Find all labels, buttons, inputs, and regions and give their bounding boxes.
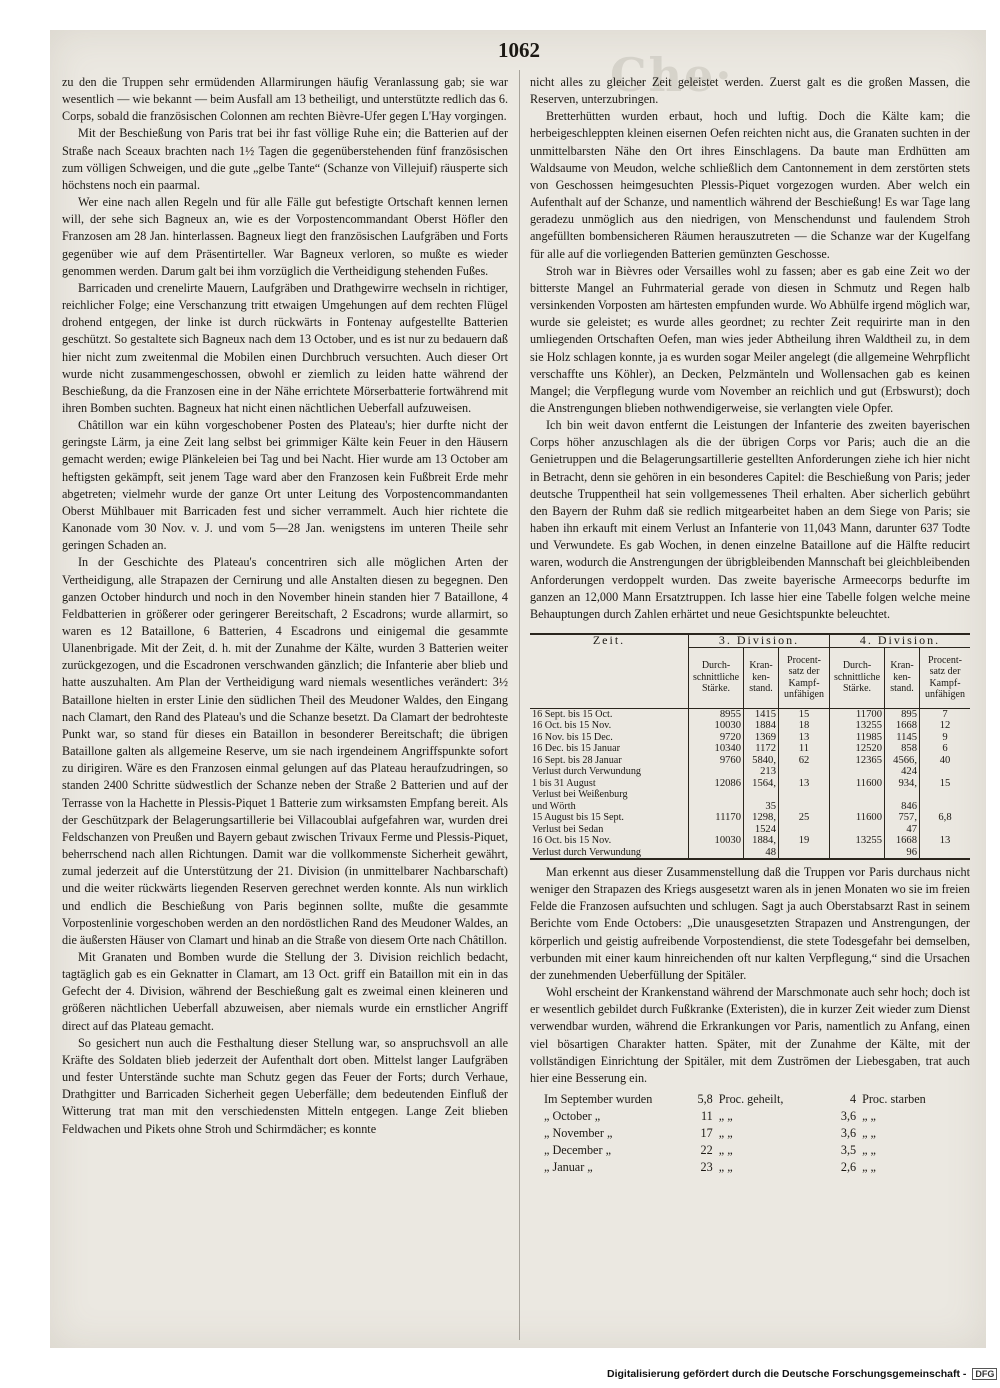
paragraph: Mit Granaten und Bomben wurde die Stellung der 3. Division reichlich bedacht, tagtäglich gab es ein Geknatter in Clamart, am 13 Oct. griff ein Bataillon mit ein in das Gefecht der 4. Division, während der Beschießung galt es zweimal einen kleineren und größeren nächtlichen Ueberfall abzuweisen, aber niemals wurde ein ernstlicher Angriff direct auf das Plateau gemacht.: [62, 949, 508, 1033]
table-cell-k3: 5840,: [744, 755, 779, 767]
table-cell-p3: 18: [779, 720, 830, 732]
digitization-footer: [607, 1368, 997, 1380]
table-cell-p3: 13: [779, 732, 830, 744]
table-cell-label: 16 Oct. bis 15 Nov.: [532, 835, 612, 846]
percent-died-label: Proc. starben: [862, 1092, 926, 1107]
table-cell-k4: 858: [885, 743, 920, 755]
table-row: [530, 847, 970, 860]
table-cell-k4: 1668: [885, 835, 920, 847]
table-cell-s3: 11170: [689, 812, 744, 824]
table-row: [530, 708, 970, 720]
table-cell-p4: 12: [920, 720, 971, 732]
table-cell-s3: 10030: [689, 720, 744, 732]
table-cell-k4: 895: [885, 708, 920, 720]
table-cell-k4: 1668: [885, 720, 920, 732]
table-cell-p4: 6,8: [920, 812, 971, 824]
table-cell-label: Verlust durch Verwundung: [530, 847, 689, 860]
percent-healed: 22: [700, 1143, 713, 1158]
paragraph: Stroh war in Bièvres oder Versailles wohl zu fassen; aber es gab eine Zeit wo der bitterste Mangel an Fuhrmaterial gerade von diesen in Schmutz und Regen halb versinkenden Vorposten am härtesten empfunden wurde. Wo Abhülfe irgend möglich war, wurde sie geleistet; es wurde alles geordnet; zu rechter Zeit requirirte man in den umliegenden Ortschaften Oefen, man wies jeder Abtheilung ihren Waldtheil zu, in dem sie Holz schlagen konnte, ja es wurden sogar Meiler angelegt (die allgemeine Wehrpflicht verschaffte uns Köhler), an Decken, Pelzmänteln und Wollensachen gab es keinen Mangel; die Verpflegung wurde vom November an reichlich und gut (Erbswurst); doch die Anstrengungen blieben nothwendigerweise, sie verlangten viele Opfer.: [530, 263, 970, 415]
table-cell-s4: 12365: [830, 755, 885, 767]
table-cell-s4: [830, 789, 885, 801]
table-cell-p4: 9: [920, 732, 971, 744]
percent-healed-label: „ „: [718, 1143, 733, 1158]
table-cell-s4: 11600: [830, 778, 885, 790]
table-cell-k4: 47: [885, 824, 920, 836]
percent-died-label: „ „: [862, 1160, 876, 1175]
table-cell-p3: 11: [779, 743, 830, 755]
right-column-lower-text: [530, 864, 970, 1087]
col-header-krankenstand-4: Kran-ken-stand.: [885, 647, 920, 708]
paragraph: Barricaden und crenelirte Mauern, Laufgräben und Drathgewirre wechseln in richtiger, reichlicher Folge; eine Verschanzung tritt etwaigen Umgehungen auf dem rechten Flügel drohend entgegen, der linke ist durch rückwärts in Fontenay aufgestellte Batterien geschützt. So gestaltete sich Bagneux nach dem 13 October, und es ist nur zu bedauern daß hier nicht zum zweitenmal die Mobilen einen Durchbruch versuchten. Auch dieser Ort wurde nicht zusammengeschossen, obwohl er ziemlich zu leiden hatte während der Beschießung, da die Franzosen eine in der Nähe errichtete Mörserbatterie fortwährend mit ihren Bomben suchten. Bagneux hat nicht einen nächtlichen Ueberfall aufzuweisen.: [62, 280, 508, 415]
table-cell-s3: [689, 766, 744, 778]
casualty-table: [530, 633, 970, 860]
table-cell-p3: [779, 847, 830, 860]
table-cell-s3: 10340: [689, 743, 744, 755]
table-cell-s4: [830, 824, 885, 836]
table-header-zeit: Zeit.: [530, 634, 689, 708]
col-header-staerke-4: Durch-schnittliche Stärke.: [830, 647, 885, 708]
percent-healed-label: „ „: [718, 1160, 733, 1175]
table-cell-s4: [830, 766, 885, 778]
table-cell-k3: 1884: [744, 720, 779, 732]
table-cell-s3: 8955: [689, 708, 744, 720]
percent-row: [530, 1159, 970, 1176]
dfg-logo: DFG: [972, 1368, 997, 1380]
paragraph: So gesichert nun auch die Festhaltung dieser Stellung war, so anspruchsvoll an alle Kräfte des Soldaten blieb jederzeit der Aufenthalt dort oben. Mittelst langer Laufgräben und fester Unterstände suchte man Schutz gegen das Feuer der Forts; durch Verhaue, Drathgitter und Barricaden Sicherheit gegen Ueberfälle; dem bedeutenden Einfluß der Witterung trat man mit den verschiedensten Mitteln entgegen. Lange Zeit blieben Feldwachen und Pikets ohne Stroh und Schirmdächer; es konnte: [62, 1035, 508, 1136]
percent-list: [530, 1091, 970, 1176]
percent-healed: 23: [700, 1160, 713, 1175]
left-column: [62, 74, 508, 1138]
percent-month: Im September wurden: [544, 1092, 653, 1107]
page-number: 1062: [498, 38, 540, 62]
table-cell-p4: 13: [920, 835, 971, 847]
percent-month: „ October „: [544, 1109, 601, 1124]
table-cell-s3: 9760: [689, 755, 744, 767]
percent-died-label: „ „: [862, 1126, 876, 1141]
percent-month: „ December „: [544, 1143, 611, 1158]
table-cell-s4: 12520: [830, 743, 885, 755]
table-cell-k3: 1415: [744, 708, 779, 720]
paragraph: Man erkennt aus dieser Zusammenstellung daß die Truppen vor Paris durchaus nicht weniger den Strapazen des Kriegs ausgesetzt waren als in jenen Monaten wo sie im freien Felde die Franzosen aufsuchten und schlugen. Sagt ja auch Oberstabsarzt Rast in seinem Berichte vom Ende Octobers: „Die unausgesetzten Strapazen und Anstrengungen, der körperlich und geistig aufreibende Vorpostendienst, die stete Todesgefahr bei demselben, verbunden mit einer kaum hinreichenden oft nur kalten Verpflegung,“ sind die Ursachen der zunehmenden Ueberfüllung der Spitäler.: [530, 865, 970, 982]
table-cell-p3: [779, 766, 830, 778]
paragraph: Ich bin weit davon entfernt die Leistungen der Infanterie des zweiten bayerischen Corps höher anzuschlagen als die der übrigen Corps vor Paris; auch die an die Genietruppen und die Belagerungsartillerie gestellten Anforderungen ziehe ich hier nicht in Betracht, denn sie gehören in ein besonderes Capitel: die Beschießung von Paris; jeder deutsche Truppentheil hat sein vollgemessenes Theil erhalten. Aber sicherlich gebührt den Bayern der Ruhm daß sie redlich mitgearbeitet haben an dem Siege von Paris; sie haben ihn erkauft mit einem Verlust an Infanterie von 11,043 Mann, darunter 637 Todte und Verwundete. Es gab Wochen, in denen einzelne Bataillone auf die Hälfte reducirt waren, wodurch die Anstrengungen der übrigbleibenden Mannschaft bei gleichbleibenden Anforderungen verdoppelt wurden. Das zweite bayerische Armeecorps bedurfte im ganzen an 12,000 Mann Ersatztruppen. Ich lasse hier eine Tabelle folgen welche meine Behauptungen durch Zahlen erhärtet und neue Gesichtspunkte beleuchtet.: [530, 418, 970, 621]
scanned-page: [50, 30, 986, 1348]
table-cell-p3: 13: [779, 778, 830, 790]
table-row: [530, 835, 970, 847]
table-row: [530, 801, 970, 813]
table-cell-label: 16 Nov. bis 15 Dec.: [532, 731, 613, 743]
table-row: [530, 778, 970, 790]
paragraph: Bretterhütten wurden erbaut, hoch und luftig. Doch die Kälte kam; die herbeigeschleppten kleinen eisernen Oefen reichten nicht aus, die Granaten suchten in der unmittelbarsten Nähe den Ort ihres Einschlagens. Da baute man Erdhütten am Waldsaume von Meudon, welche schließlich dem Cantonnement in dem zerstörten stets von Geschossen heimgesuchten Plessis-Piquet vorgezogen wurden. Aber welch ein Aufenthalt auf der Schanze, und namentlich während der Beschießung! Es war Tage lang geradezu unmöglich aus den niedrigen, von Menschendunst und faulendem Stroh angefüllten bombensicheren Räumen herauszutreten — die Schanze war der Kugelfang für alle auf die vorliegenden Batterien gemünzten Geschosse.: [530, 109, 970, 261]
percent-died-label: „ „: [862, 1109, 876, 1124]
table-cell-label: 16 Sept. bis 28 Januar: [532, 754, 622, 766]
table-row: [530, 766, 970, 778]
table-row: [530, 755, 970, 767]
table-cell-k4: 1145: [885, 732, 920, 744]
table-cell-k3: 48: [744, 847, 779, 860]
table-cell-label: 15 August bis 15 Sept.: [532, 812, 624, 823]
bleed-through-mark: Che·: [610, 48, 734, 102]
column-divider: [519, 70, 520, 1340]
table-cell-label: Verlust durch Verwundung: [532, 766, 642, 777]
percent-row: [530, 1091, 970, 1108]
table-cell-p3: [779, 789, 830, 801]
percent-died: 3,5: [840, 1143, 857, 1158]
percent-healed-label: Proc. geheilt,: [718, 1092, 784, 1107]
table-cell-p4: 40: [920, 755, 971, 767]
percent-month: „ November „: [544, 1126, 613, 1141]
table-row: [530, 824, 970, 836]
paragraph: Wer eine nach allen Regeln und für alle Fälle gut befestigte Ortschaft kennen lernen will, der sehe sich Bagneux an, wie es der Vorpostencommandant Oberst Höfler den Franzosen am 28 Jan. hinterlassen. Bagneux liegt den französischen Laufgräben und Forts gegenüber wie auf dem Präsentirteller. War Bagneux verloren, so mußte es wieder genommen werden. Darum galt bei ihm vorzüglich die Vertheidigung stehenden Fußes.: [62, 195, 508, 278]
table-cell-s4: [830, 801, 885, 813]
table-cell-p3: 25: [779, 812, 830, 824]
table-cell-label: 16 Sept. bis 15 Oct.: [532, 708, 613, 720]
table-cell-p4: 15: [920, 778, 971, 790]
table-cell-k4: [885, 789, 920, 801]
table-cell-s3: [689, 789, 744, 801]
table-cell-k4: 934,: [885, 778, 920, 790]
right-column: [530, 74, 970, 1176]
table-row: [530, 743, 970, 755]
percent-row: [530, 1142, 970, 1159]
table-cell-k3: 35: [744, 801, 779, 813]
table-cell-p4: [920, 824, 971, 836]
table-header-division-3: 3. Division.: [689, 634, 830, 647]
footer-text: Digitalisierung gefördert durch die Deutsche Forschungsgemeinschaft -: [607, 1368, 967, 1380]
col-header-procent-3: Procent-satz der Kampf-unfähigen: [779, 647, 830, 708]
table-cell-k3: 1369: [744, 732, 779, 744]
percent-row: [530, 1108, 970, 1125]
paragraph: zu den die Truppen sehr ermüdenden Allarmirungen häufig Veranlassung gab; sie war wesentlich — wie bekannt — beim Ausfall am 13 betheiligt, und unterstützte redlich das 6. Corps, sobald die französischen Colonnen am rechten Bièvre-Ufer gegen L'Hay vorgingen.: [62, 75, 508, 124]
table-cell-p4: [920, 847, 971, 860]
table-row: [530, 720, 970, 732]
table-cell-label: und Wörth: [532, 800, 576, 812]
paragraph: Mit der Beschießung von Paris trat bei ihr fast völlige Ruhe ein; die Batterien auf der Straße nach Sceaux brachten nach 1½ Tagen die gegenüberstehenden fünf französischen zum völligen Schweigen, und die gute „gelbe Tante“ (Schanze von Villejuif) räusperte sich höchstens noch ein paarmal.: [62, 126, 508, 192]
table-cell-s3: [689, 847, 744, 860]
table-row: [530, 812, 970, 824]
table-cell-label: 16 Dec. bis 15 Januar: [532, 743, 620, 754]
percent-healed-label: „ „: [718, 1109, 733, 1124]
table-cell-p3: [779, 801, 830, 813]
right-column-upper-text: [530, 74, 970, 623]
table-cell-s3: 12086: [689, 778, 744, 790]
table-cell-label: 1 bis 31 August: [532, 777, 596, 789]
table-cell-k4: 846: [885, 801, 920, 813]
table-cell-s3: 9720: [689, 732, 744, 744]
col-header-procent-4: Procent-satz der Kampf-unfähigen: [920, 647, 971, 708]
percent-died: 3,6: [840, 1126, 857, 1141]
percent-died: 3,6: [840, 1109, 857, 1124]
table-cell-k3: 1172: [744, 743, 779, 755]
table-cell-s4: 11600: [830, 812, 885, 824]
table-cell-p3: 62: [779, 755, 830, 767]
table-cell-label: Verlust bei Sedan: [532, 823, 604, 835]
table-cell-k3: 213: [744, 766, 779, 778]
table-cell-k3: 1564,: [744, 778, 779, 790]
table-cell-s3: 10030: [689, 835, 744, 847]
table-row: [530, 789, 970, 801]
percent-healed-label: „ „: [718, 1126, 733, 1141]
table-cell-k3: 1298,: [744, 812, 779, 824]
table-cell-k4: 757,: [885, 812, 920, 824]
table-cell-s4: 11700: [830, 708, 885, 720]
table-cell-p4: 7: [920, 708, 971, 720]
table-cell-s4: 11985: [830, 732, 885, 744]
table-cell-p4: [920, 766, 971, 778]
table-cell-p4: 6: [920, 743, 971, 755]
table-row: [530, 732, 970, 744]
percent-healed: 11: [700, 1109, 713, 1124]
table-cell-k4: 96: [885, 847, 920, 860]
table-cell-k3: 1524: [744, 824, 779, 836]
percent-died-label: „ „: [862, 1143, 876, 1158]
percent-healed: 17: [700, 1126, 713, 1141]
table-cell-k4: 4566,: [885, 755, 920, 767]
paragraph: Châtillon war ein kühn vorgeschobener Posten des Plateau's; hier durfte nicht der geringste Lärm, ja eine Zeit lang selbst bei grimmiger Kälte kein Feuer in den Häusern gemacht werden; ewige Plänkeleien bei Tag und bei Nacht. Hier wurde am 13 October am heftigsten gekämpft, seit jenem Tage ward aber den Franzosen kein Fußbreit Erde mehr abgetreten; vielmehr wurde der ganze Ort unter Leitung des Vorpostencommandanten Oberst Mühlbauer mit Barricaden fest und sicher verrammelt. Auch hier richtete die Kanonade vom 30 Nov. v. J. und vom 5—28 Jan. wenigstens im unteren Theile sehr geringen Schaden an.: [62, 418, 508, 553]
percent-month: „ Januar „: [544, 1160, 593, 1175]
table-cell-s3: [689, 801, 744, 813]
paragraph: In der Geschichte des Plateau's concentriren sich alle möglichen Arten der Vertheidigung, alle Strapazen der Cernirung und alle Anstalten diesen zu begegnen. Den ganzen October hindurch und noch in den November hinein standen hier 7 Bataillone, 4 Feldbatterien in größerer oder geringerer Bereitschaft, 2 Escadrons; wurde allarmirt, so waren es 12 Bataillone, 6 Batterien, 4 Escadrons und einigemal die gesammte Ulanenbrigade. Mit der Zeit, d. h. mit der Zunahme der Kälte, wurden 3 Batterien weiter zurückgezogen, und die Escadronen verschwanden gänzlich; die Infanterie aber blieb und hatte auszuhalten. Am Plan der Vertheidigung ward niemals wesentliches verändert: 3½ Bataillone hielten in erster Linie den südlichen Theil des Meudoner Waldes, den Eingang nach Clamart, den Rand des Plateau's und die Schanze besetzt. Da Clamart der bedrohteste Punkt war, so stand für dieses ein Bataillon in besonderer Bereitschaft; die übrigen Bataillone galten als allgemeine Reserve, um sie nach irgendeinem Angriffspunkte sofort zu dirigiren. Wäre es den Franzosen einmal gelungen auf das Plateau heraufzudringen, so standen 2400 Schritte südwestlich der Schanze neben der Straße 2 Batterien und auf der Terrasse von la Hachette in Plessis-Piquet 1 Batterie zum wirksamsten Empfang bereit. Als der Geschützpark der Belagerungsartillerie bei Villacoublai aufgefahren war, wurden drei Feldschanzen von Preußen und Bayern gebaut zwischen Trivaux Ferme und Plessis-Piquet, beherrschend nach allen Richtungen. Damit war die vollkommenste Sicherheit gewährt, zumal jederzeit auf die Unterstützung der 21. Division (in unmittelbarer Nachbarschaft) und die weiter rückwärts liegenden Reserven gerechnet werden konnte. Als nun wirklich und endlich die Beschießung von Paris beginnen sollte, mußte die gesammte Vorpostenlinie vorgeschoben werden an den nordöstlichen Rand des Meudoner Waldes, an die äußersten Häuser von Clamart und hinab an die Straße von diesem Orte nach Châtillon.: [62, 555, 508, 947]
table-cell-s4: 13255: [830, 720, 885, 732]
col-header-staerke-3: Durch-schnittliche Stärke.: [689, 647, 744, 708]
paragraph: nicht alles zu gleicher Zeit geleistet werden. Zuerst galt es die großen Massen, die Reserven, unterzubringen.: [530, 75, 970, 107]
col-header-krankenstand-3: Kran-ken-stand.: [744, 647, 779, 708]
table-cell-label: 16 Oct. bis 15 Nov.: [532, 720, 612, 731]
table-cell-s4: 13255: [830, 835, 885, 847]
table-cell-p4: [920, 801, 971, 813]
table-cell-s3: [689, 824, 744, 836]
table-cell-p3: 19: [779, 835, 830, 847]
percent-died: 2,6: [840, 1160, 857, 1175]
table-cell-k3: 1884,: [744, 835, 779, 847]
table-cell-p4: [920, 789, 971, 801]
table-cell-s4: [830, 847, 885, 860]
percent-row: [530, 1125, 970, 1142]
table-cell-k4: 424: [885, 766, 920, 778]
percent-died: 4: [850, 1092, 857, 1107]
percent-healed: 5,8: [697, 1092, 713, 1107]
table-cell-label: Verlust bei Weißenburg: [532, 789, 628, 800]
paragraph: Wohl erscheint der Krankenstand während der Marschmonate auch sehr hoch; doch ist er wesentlich gebildet durch Fußkranke (Exteristen), die in kurzer Zeit wieder zum Dienst verwendbar wurden, während die Erkrankungen vor Paris, namentlich zu Anfang, einen viel bösartigen Charakter hatten. Später, mit der Zunahme der Kälte, mit der vollständigen Einrichtung der Spitäler, mit dem Zuströmen der Liebesgaben, trat auch hier eine Besserung ein.: [530, 985, 970, 1085]
table-cell-p3: 15: [779, 708, 830, 720]
table-cell-p3: [779, 824, 830, 836]
table-header-division-4: 4. Division.: [830, 634, 971, 647]
table-cell-k3: [744, 789, 779, 801]
